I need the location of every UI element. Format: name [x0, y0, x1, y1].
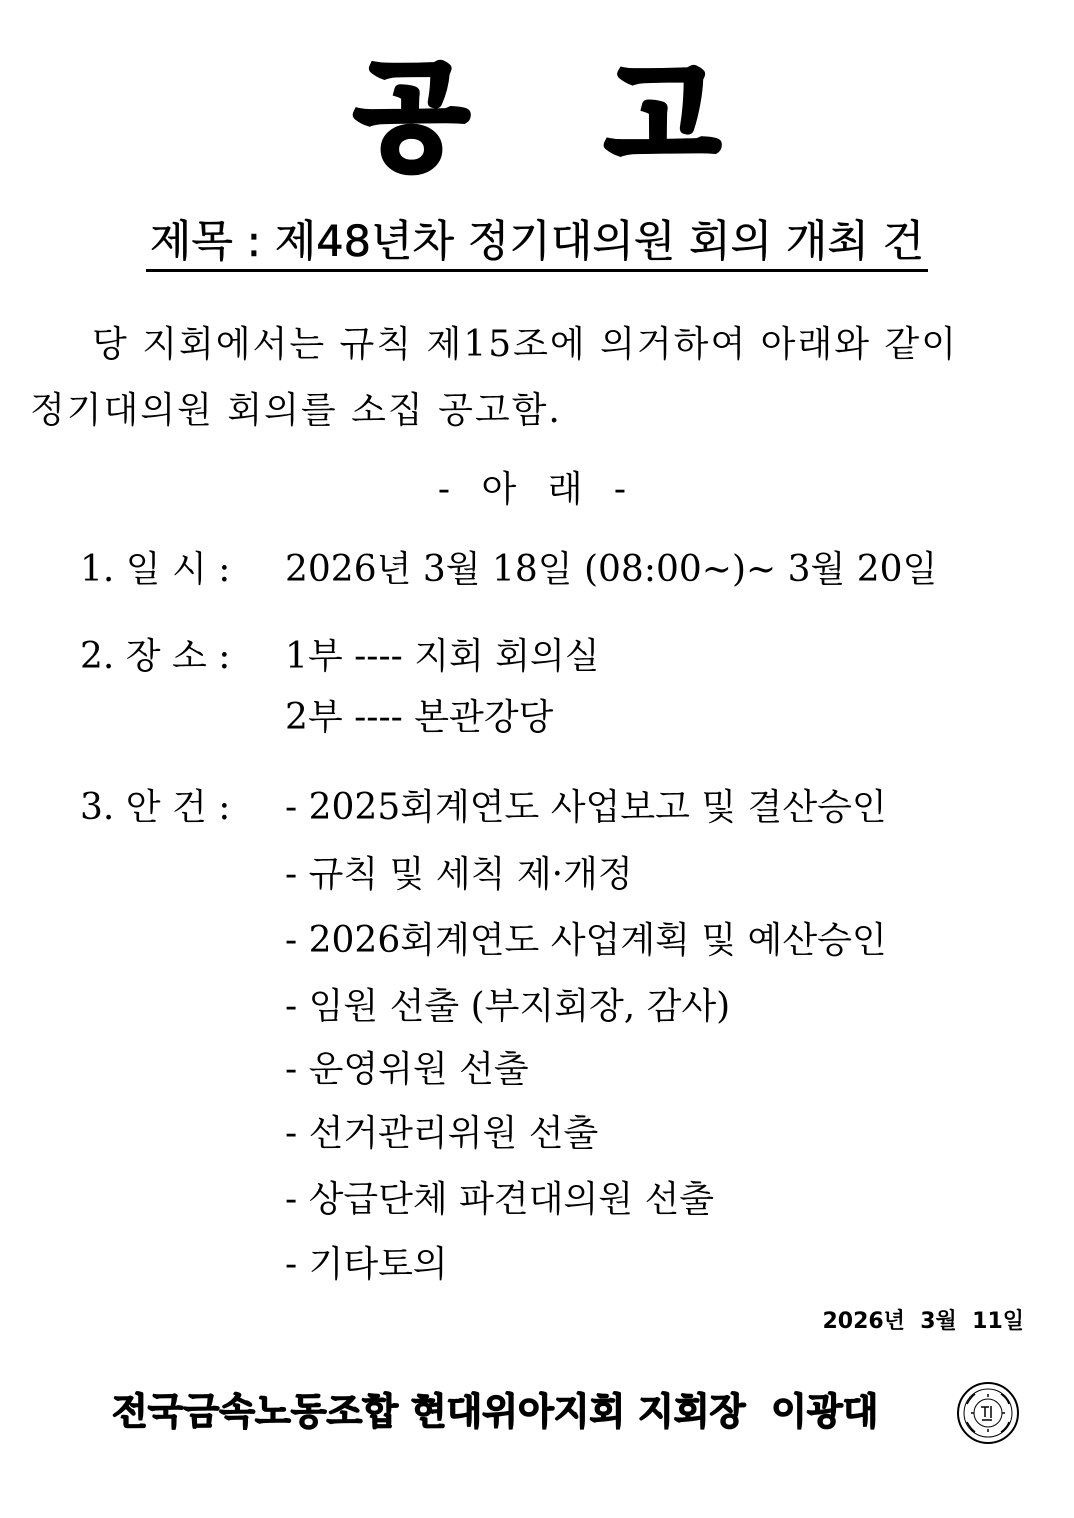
date-value: 2026년 3월 18일 (08:00~)~ 3월 20일	[285, 549, 938, 590]
agenda-label: 3. 안 건 :	[80, 787, 231, 828]
subject-line	[0, 212, 1074, 272]
intro-paragraph	[30, 312, 1040, 444]
below-heading: - 아 래 -	[437, 469, 637, 510]
agenda-item: - 운영위원 선출	[285, 1049, 529, 1090]
subject-text: 제목 : 제48년차 정기대의원 회의 개최 건	[146, 217, 928, 272]
place-label: 2. 장 소 :	[80, 636, 231, 677]
agenda-item: - 규칙 및 세칙 제·개정	[285, 854, 633, 895]
agenda-item: - 기타토의	[285, 1244, 448, 1285]
notice-title: 공 고	[354, 48, 768, 186]
intro-line-1: 당 지회에서는 규칙 제15조에 의거하여 아래와 같이	[92, 324, 958, 365]
official-seal-icon	[955, 1380, 1021, 1446]
issue-date: 2026년 3월 11일	[822, 1309, 1024, 1334]
agenda-item: - 임원 선출 (부지회장, 감사)	[285, 986, 731, 1027]
place-value-1: 1부 ---- 지회 회의실	[285, 636, 600, 677]
agenda-item: - 선거관리위원 선출	[285, 1113, 599, 1154]
place-value-2: 2부 ---- 본관강당	[285, 697, 554, 738]
intro-line-2: 정기대의원 회의를 소집 공고함.	[30, 390, 562, 431]
agenda-item: - 상급단체 파견대의원 선출	[285, 1179, 715, 1220]
signature-line: 전국금속노동조합 현대위아지회 지회장 이광대	[112, 1390, 879, 1433]
agenda-item: - 2025회계연도 사업보고 및 결산승인	[285, 787, 887, 828]
agenda-item: - 2026회계연도 사업계획 및 예산승인	[285, 920, 887, 961]
date-label: 1. 일 시 :	[80, 549, 231, 590]
